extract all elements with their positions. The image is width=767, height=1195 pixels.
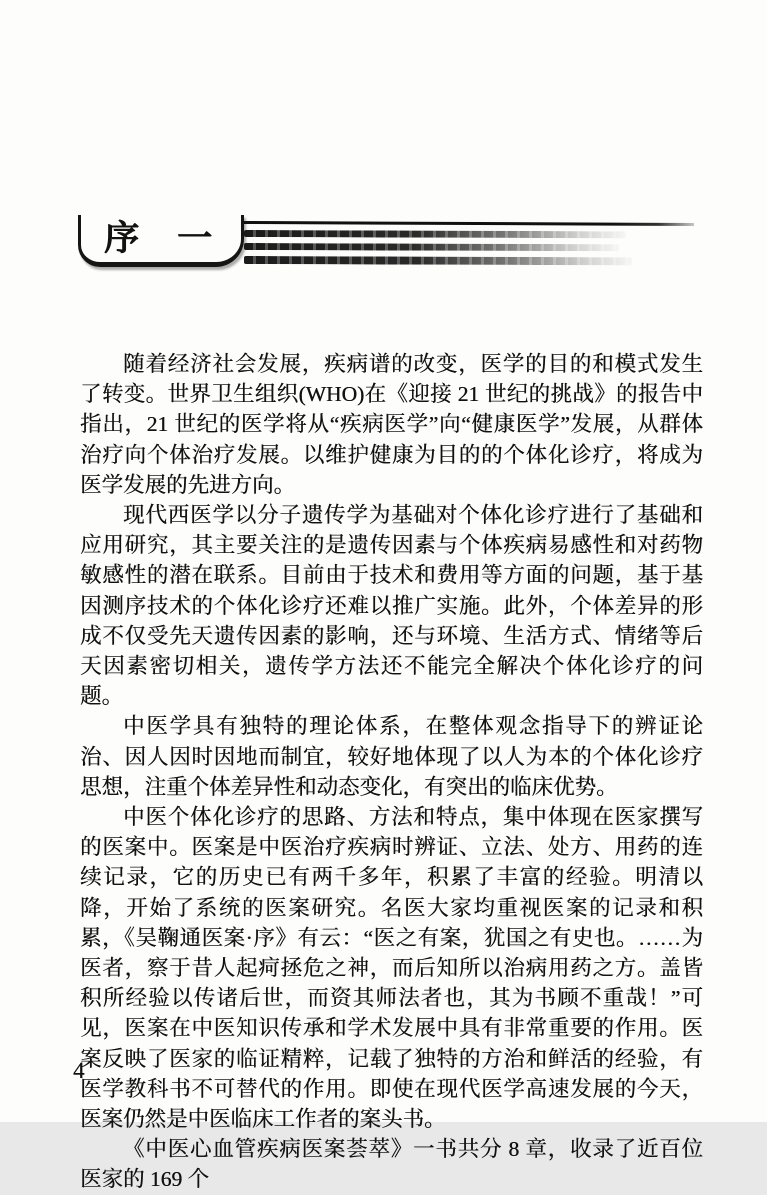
decorative-streak-line — [244, 256, 632, 265]
paragraph: 现代西医学以分子遗传学为基础对个体化诊疗进行了基础和应用研究，其主要关注的是遗传因素与个体疾病易感性和对药物敏感性的潜在联系。目前由于技术和费用等方面的问题，基于基因测序技术的个体化诊疗还难以推广实施。此外，个体差异的形成不仅受先天遗传因素的影响，还与环境、生活方式、情绪等后天因素密切相关，遗传学方法还不能完全解决个体化诊疗的问题。 — [80, 503, 703, 709]
preface-header — [78, 215, 767, 275]
paragraph: 《中医心血管疾病医案荟萃》一书共分 8 章，收录了近百位医家的 169 个 — [80, 1137, 703, 1192]
decorative-streak-line — [244, 230, 626, 238]
preface-title-box — [78, 215, 244, 267]
paragraph: 中医个体化诊疗的思路、方法和特点，集中体现在医家撰写的医案中。医案是中医治疗疾病时辨证、立法、处方、用药的连续记录，它的历史已有两千多年，积累了丰富的经验。明清以降，开始了系统的医案研究。名医大家均重视医案的记录和积累，《吴鞠通医案·序》有云：“医之有案，犹国之有史也。……为医者，察于昔人起疴拯危之神，而后知所以治病用药之方。盖皆积所经验以传诸后世，而资其师法者也，其为书顾不重哉！”可见，医案在中医知识传承和学术发展中具有非常重要的作用。医案反映了医家的临证精粹，记载了独特的方治和鲜活的经验，有医学教科书不可替代的作用。即使在现代医学高速发展的今天，医案仍然是中医临床工作者的案头书。 — [80, 805, 703, 1132]
paragraph: 随着经济社会发展，疾病谱的改变，医学的目的和模式发生了转变。世界卫生组织(WHO)在《迎接 21 世纪的挑战》的报告中指出，21 世纪的医学将从“疾病医学”向“健康医学”发展，从群体治疗向个体治疗发展。以维护健康为目的的个体化诊疗，将成为医学发展的先进方向。 — [80, 352, 703, 497]
paragraph: 中医学具有独特的理论体系，在整体观念指导下的辨证论治、因人因时因地而制宜，较好地体现了以人为本的个体化诊疗思想，注重个体差异性和动态变化，有突出的临床优势。 — [80, 714, 703, 799]
preface-title-number: 一 — [177, 219, 213, 258]
decorative-streak-line — [244, 243, 619, 251]
preface-body — [80, 349, 703, 1195]
preface-title-char: 序 — [104, 219, 140, 258]
page-number: 4 — [73, 1058, 85, 1083]
decorative-thin-line — [244, 221, 694, 225]
